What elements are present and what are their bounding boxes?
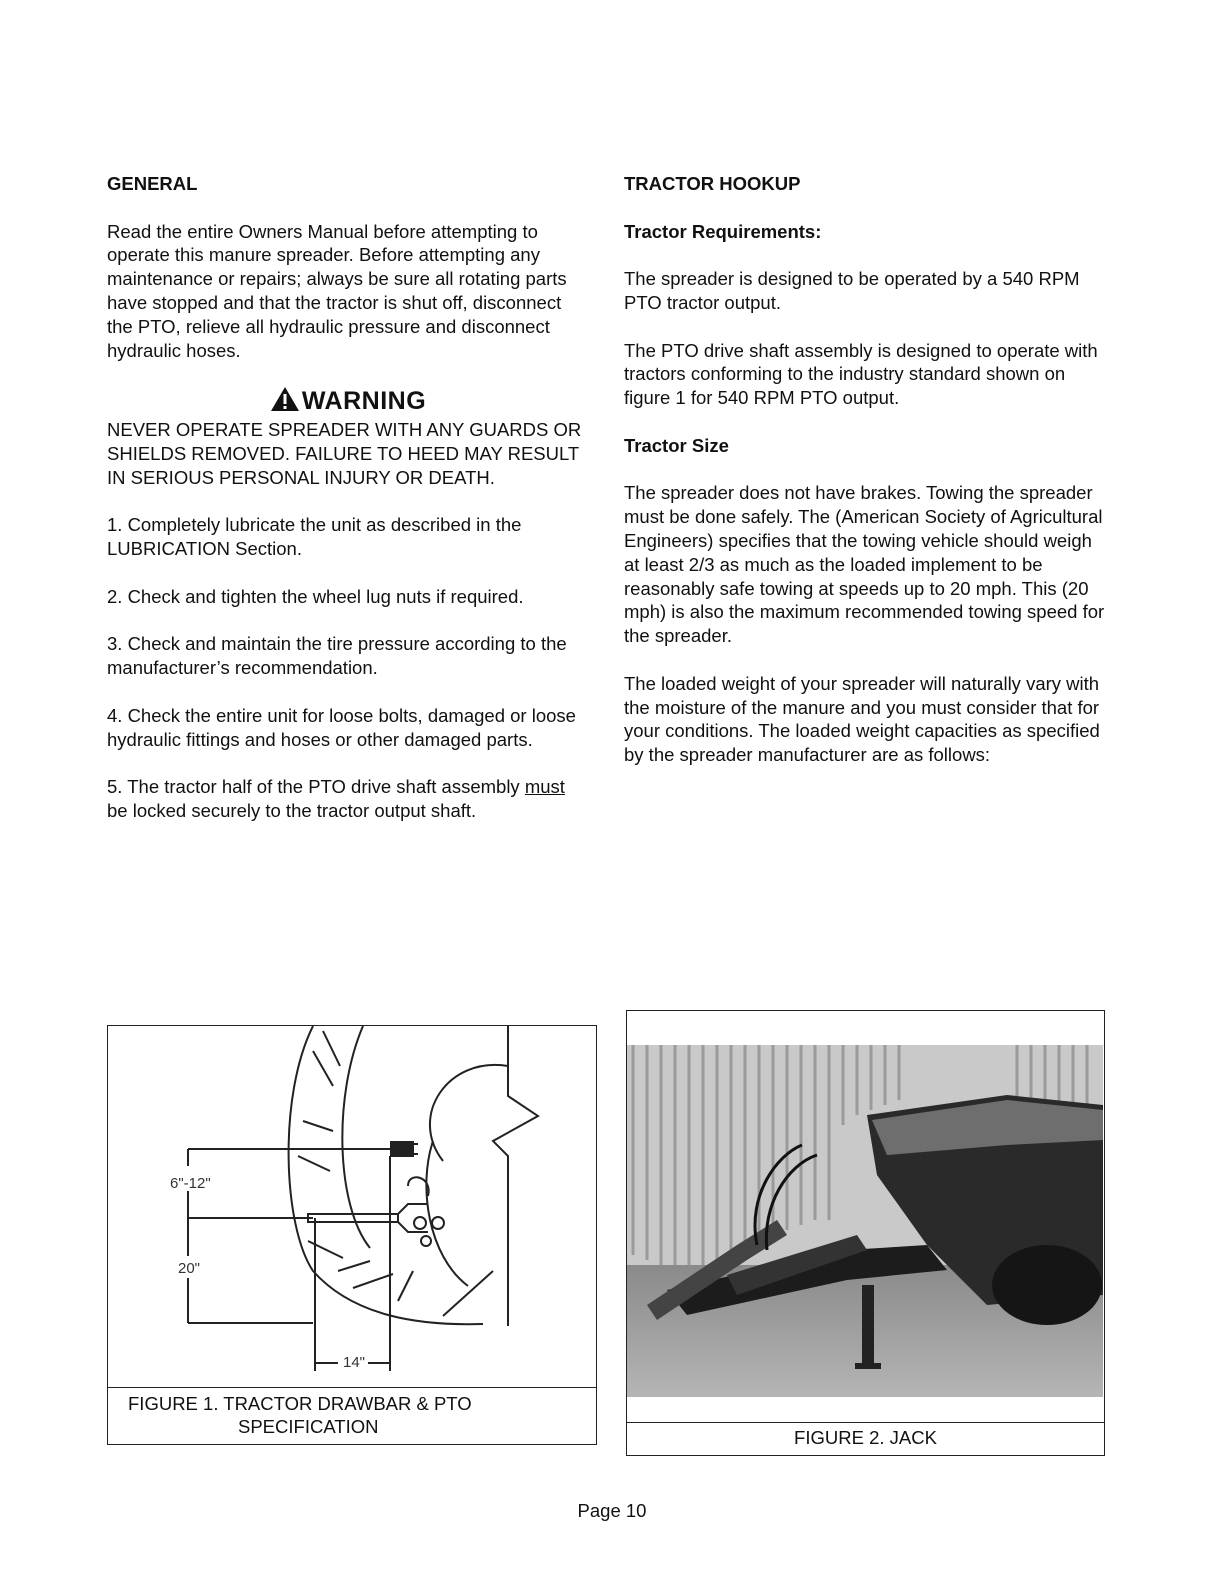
step-5-emphasis: must: [524, 776, 565, 798]
step-5-prefix: 5. The tractor half of the PTO drive shaft assembly: [107, 776, 525, 798]
general-paragraph: Read the entire Owners Manual before attempting to operate this manure spreader. Before attempting any maintenance or repairs; always be sure all rotating parts have stopped and that the tractor is shut off, disconnect the PTO, relieve all hydraulic pressure and disconnect hydraulic hoses.: [107, 220, 567, 361]
jack-photo: [627, 1045, 1103, 1397]
figure-2: [626, 1010, 1105, 1456]
size-paragraph-1: The spreader does not have brakes. Towing the spreader must be done safely. The (American Society of Agricultural Engineers) specifies that the towing vehicle should weigh at least 2/3 as much as the loaded implement to be reasonably safe towing at speeds up to 20 mph. This (20 mph) is also the maximum recommended towing speed for the spreader.: [624, 482, 1105, 647]
requirements-paragraph-1: The spreader is designed to be operated by a 540 RPM PTO tractor output.: [624, 268, 1080, 313]
warning-text: NEVER OPERATE SPREADER WITH ANY GUARDS OR SHIELDS REMOVED. FAILURE TO HEED MAY RESULT IN SERIOUS PERSONAL INJURY OR DEATH.: [107, 419, 582, 488]
size-paragraph-2: The loaded weight of your spreader will naturally vary with the moisture of the manure and you must consider that for your conditions. The loaded weight capacities as specified by the spreader manufacturer are as follows:: [624, 672, 1100, 766]
warning-title-text: WARNING: [301, 387, 427, 416]
hookup-heading: TRACTOR HOOKUP: [624, 173, 801, 194]
requirements-paragraph-2: The PTO drive shaft assembly is designed to operate with tractors conforming to the industry standard shown on figure 1 for 540 RPM PTO output.: [624, 339, 1098, 409]
figure-1: [107, 1025, 597, 1445]
step-4: 4. Check the entire unit for loose bolts, damaged or loose hydraulic fittings and hoses or other damaged parts.: [107, 704, 576, 750]
warning-triangle-icon: [270, 386, 300, 412]
step-5-suffix: be locked securely to the tractor output shaft.: [107, 799, 477, 821]
dimension-pto-height: 6"-12": [170, 1175, 211, 1192]
drawbar-drawing: [108, 1026, 596, 1388]
step-5: [107, 775, 589, 823]
dimension-drawbar-height: 20": [178, 1260, 201, 1277]
figure-1-caption: [108, 1392, 596, 1438]
warning-title: [107, 386, 589, 416]
step-1: 1. Completely lubricate the unit as described in the LUBRICATION Section.: [107, 514, 522, 560]
right-column: [624, 172, 1106, 791]
left-column: [107, 172, 589, 847]
drawbar-diagram: [108, 1026, 596, 1386]
dimension-drawbar-length: 14": [343, 1354, 366, 1371]
figure-1-caption-line-1: FIGURE 1. TRACTOR DRAWBAR & PTO: [128, 1393, 472, 1414]
step-3: 3. Check and maintain the tire pressure according to the manufacturer’s recommendation.: [107, 633, 567, 679]
size-heading: Tractor Size: [624, 434, 729, 456]
page-number: Page 10: [577, 1500, 647, 1521]
figure-1-caption-line-2: SPECIFICATION: [238, 1416, 379, 1437]
general-heading: GENERAL: [107, 173, 198, 194]
step-2: 2. Check and tighten the wheel lug nuts if required.: [107, 585, 524, 607]
requirements-heading: Tractor Requirements:: [624, 220, 822, 242]
figure-2-caption: FIGURE 2. JACK: [627, 1422, 1104, 1455]
